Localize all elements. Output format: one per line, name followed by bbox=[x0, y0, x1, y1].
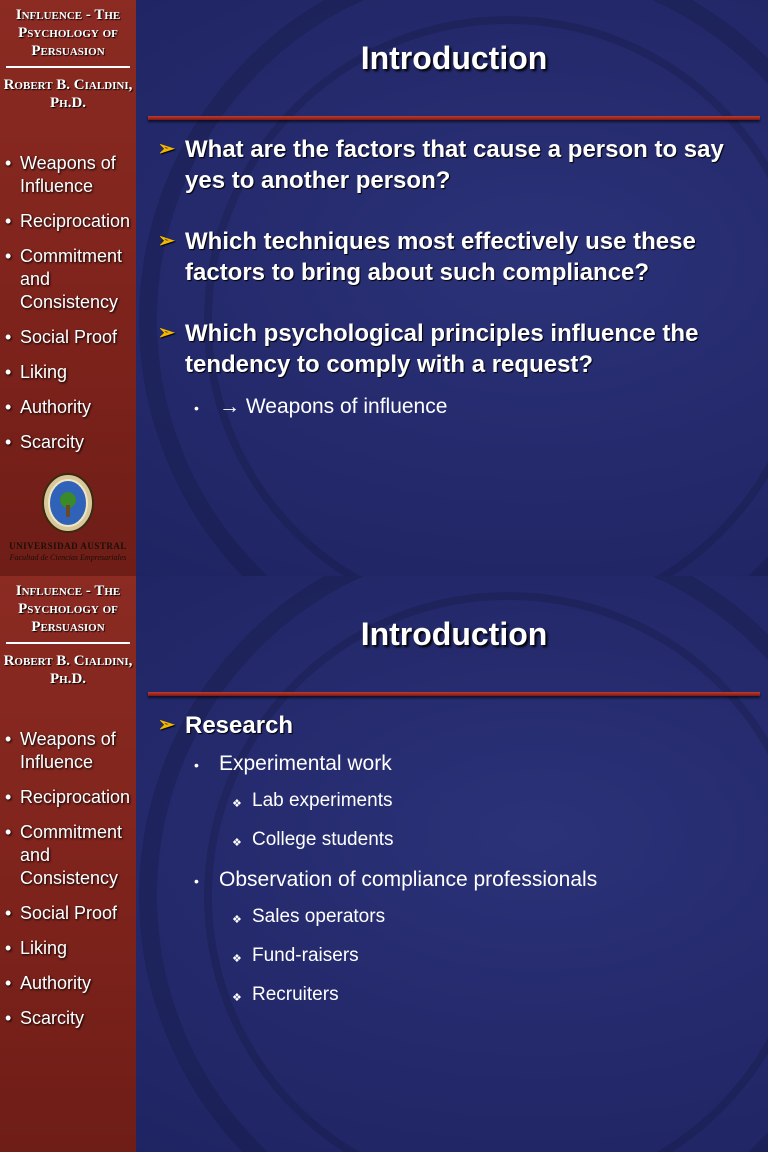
bullet-dot: • bbox=[194, 757, 199, 773]
nav-item-commitment[interactable]: • Commitment and Consistency bbox=[5, 246, 123, 312]
arrow-bullet-icon: ➢ bbox=[158, 322, 175, 344]
sidebar-divider bbox=[6, 66, 130, 68]
title-divider bbox=[148, 692, 760, 696]
bullet-dot: • bbox=[5, 903, 12, 923]
nav-item-scarcity[interactable]: • Scarcity bbox=[5, 432, 85, 452]
nav-item-commitment[interactable]: • Commitment and Consistency bbox=[5, 822, 123, 888]
diamond-bullet-icon: ❖ bbox=[232, 953, 242, 965]
bullet-dot: • bbox=[5, 822, 12, 842]
sidebar bbox=[0, 0, 136, 576]
sub-sub-bullet-item: ❖ Recruiters bbox=[158, 983, 750, 1007]
nav-item-weapons[interactable]: • Weapons of Influence bbox=[5, 153, 116, 196]
sidebar-title: Influence - The Psychology of Persuasion bbox=[15, 7, 121, 59]
bullet-dot: • bbox=[5, 246, 12, 266]
title-divider bbox=[148, 116, 760, 120]
bullet-dot: • bbox=[194, 400, 199, 416]
bullet-dot: • bbox=[5, 1008, 12, 1028]
nav-item-liking[interactable]: • Liking bbox=[5, 362, 68, 382]
sub-sub-bullet-item: ❖ Fund-raisers bbox=[158, 944, 750, 968]
sub-sub-bullet-item: ❖ Sales operators bbox=[158, 905, 750, 929]
slide-content bbox=[158, 710, 750, 1022]
diamond-bullet-icon: ❖ bbox=[232, 837, 242, 849]
bullet-dot: • bbox=[5, 327, 12, 347]
nav-item-liking[interactable]: • Liking bbox=[5, 938, 68, 958]
bullet-dot: • bbox=[5, 787, 12, 807]
bullet-dot: • bbox=[5, 938, 12, 958]
bullet-item: ➢ Which psychological principles influence the tendency to comply with a request? bbox=[158, 320, 699, 378]
nav-item-authority[interactable]: • Authority bbox=[5, 973, 92, 993]
sub-bullet-item: • → Weapons of influence bbox=[158, 394, 750, 420]
sub-bullet-item: • Experimental work bbox=[158, 751, 750, 777]
university-seal-icon bbox=[41, 472, 95, 534]
bullet-item: ➢ What are the factors that cause a person to say yes to another person? bbox=[158, 136, 724, 194]
slide-title: Introduction bbox=[360, 40, 548, 76]
arrow-bullet-icon: ➢ bbox=[158, 138, 175, 160]
slide-2 bbox=[0, 576, 768, 1152]
sidebar-nav bbox=[0, 728, 136, 1030]
sidebar-author: Robert B. Cialdini, Ph.D. bbox=[3, 77, 133, 111]
university-name: UNIVERSIDAD AUSTRAL bbox=[9, 541, 127, 551]
diamond-bullet-icon: ❖ bbox=[232, 914, 242, 926]
sub-bullet-item: • Observation of compliance professionals bbox=[158, 867, 750, 893]
bullet-item: ➢ Research bbox=[158, 712, 294, 739]
nav-item-authority[interactable]: • Authority bbox=[5, 397, 92, 417]
bullet-item: ➢ Which techniques most effectively use these factors to bring about such compliance? bbox=[158, 228, 696, 286]
sidebar-title: Influence - The Psychology of Persuasion bbox=[15, 583, 121, 635]
bullet-dot: • bbox=[5, 432, 12, 452]
sub-sub-bullet-item: ❖ Lab experiments bbox=[158, 789, 750, 813]
slide-title: Introduction bbox=[360, 616, 548, 652]
sidebar bbox=[0, 576, 136, 1152]
diamond-bullet-icon: ❖ bbox=[232, 992, 242, 1004]
sidebar-divider bbox=[6, 642, 130, 644]
bullet-dot: • bbox=[5, 397, 12, 417]
sidebar-author: Robert B. Cialdini, Ph.D. bbox=[3, 653, 133, 687]
nav-item-social-proof[interactable]: • Social Proof bbox=[5, 903, 118, 923]
nav-item-weapons[interactable]: • Weapons of Influence bbox=[5, 729, 116, 772]
bullet-dot: • bbox=[5, 153, 12, 173]
arrow-bullet-icon: ➢ bbox=[158, 230, 175, 252]
nav-item-reciprocation[interactable]: • Reciprocation bbox=[5, 787, 131, 807]
bullet-dot: • bbox=[5, 729, 12, 749]
nav-item-scarcity[interactable]: • Scarcity bbox=[5, 1008, 85, 1028]
bullet-dot: • bbox=[5, 362, 12, 382]
nav-item-reciprocation[interactable]: • Reciprocation bbox=[5, 211, 131, 231]
university-faculty: Facultad de Ciencias Empresariales bbox=[9, 553, 127, 562]
bullet-dot: • bbox=[5, 973, 12, 993]
bullet-dot: • bbox=[5, 211, 12, 231]
sub-sub-bullet-item: ❖ College students bbox=[158, 828, 750, 852]
arrow-bullet-icon: ➢ bbox=[158, 714, 175, 736]
nav-item-social-proof[interactable]: • Social Proof bbox=[5, 327, 118, 347]
diamond-bullet-icon: ❖ bbox=[232, 798, 242, 810]
bullet-dot: • bbox=[194, 873, 199, 889]
sidebar-nav bbox=[0, 152, 136, 454]
slide-content bbox=[158, 134, 750, 432]
